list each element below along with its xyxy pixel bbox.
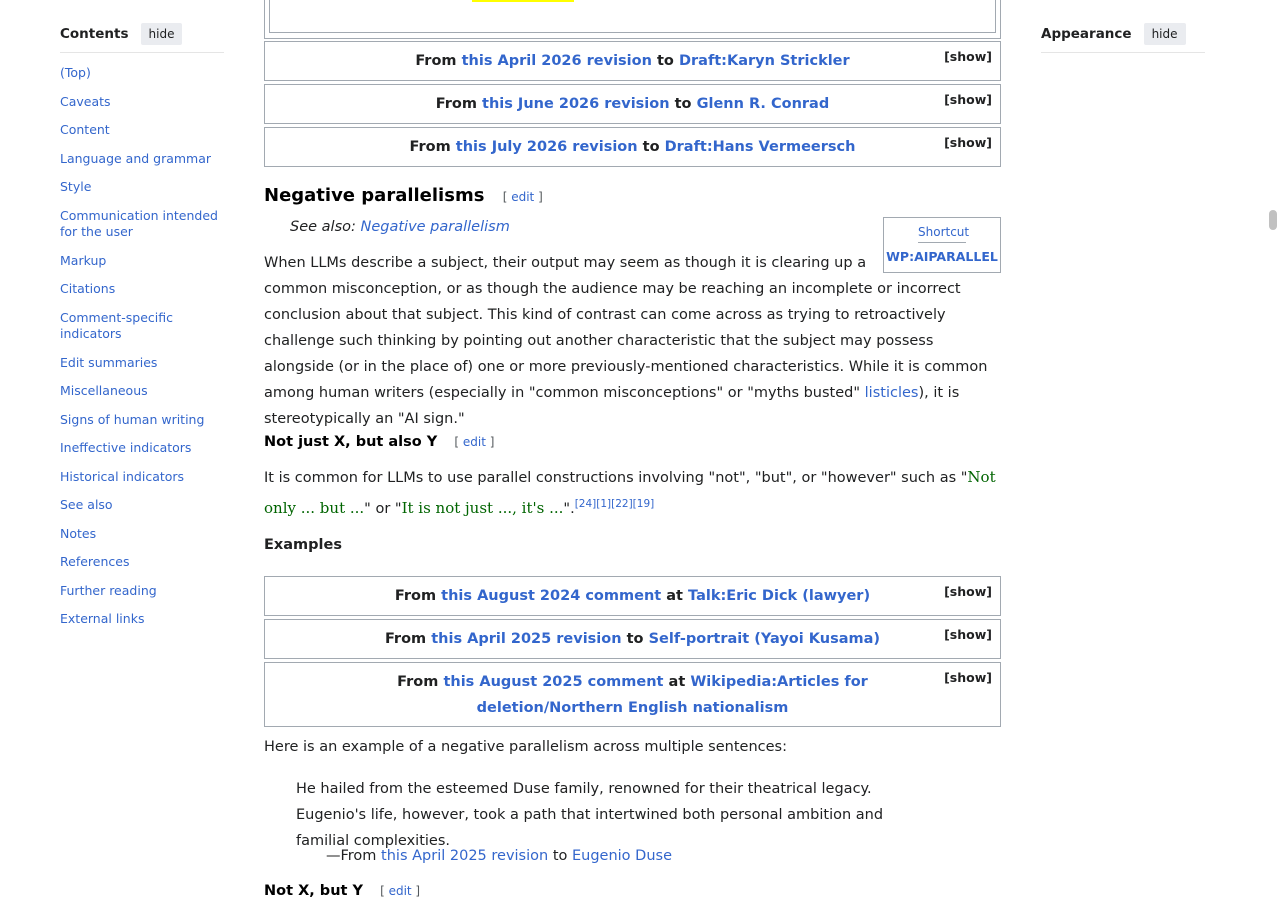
toc-item-external-links[interactable]: External links [60,611,145,626]
example-phrase: Not only ... but ... [264,468,996,517]
collapsible-box [264,619,1001,659]
appearance-title: Appearance [1041,26,1132,42]
box-mid: to [674,96,692,112]
show-toggle[interactable]: [show] [944,584,992,599]
see-also-label: See also: [290,219,356,235]
toc-item-top[interactable]: (Top) [60,65,91,80]
edit-bracket-close: ] [538,190,543,204]
appearance-hide-button[interactable]: hide [1144,23,1186,45]
table-of-contents [60,22,224,626]
revision-link[interactable]: this April 2026 revision [461,53,652,69]
toc-item-style[interactable]: Style [60,179,92,194]
show-toggle[interactable]: [show] [944,670,992,685]
collapsible-box [264,662,1001,727]
article-link[interactable]: Draft:Karyn Strickler [678,53,850,69]
edit-link[interactable]: edit [511,190,535,204]
shortcut-float-space [873,250,999,276]
paragraph-text-a: When LLMs describe a subject, their output may seem as though it is clearing up a common misconception, or as though the audience may be reaching an incomplete or incorrect conclusion about that subject. This kind of contrast can come across as trying to retroactively challenge such thinking by pointing out another characteristic that the subject may possess alongside (or in the place of) one or more previously-mentioned characteristics. While it is common among human writers (especially in "common misconceptions" or "myths busted" [264,255,988,401]
paragraph-text: ". [563,500,575,517]
talk-page-link[interactable]: Talk:Eric Dick (lawyer) [688,588,871,604]
edit-subsection: [ edit ] [454,435,495,449]
box-from: From [409,139,451,155]
toc-item-caveats[interactable]: Caveats [60,94,111,109]
box-caption [305,134,960,160]
box-caption [355,669,910,721]
shortcut-link[interactable]: WP:AIPARALLEL [886,249,998,264]
scrollbar[interactable] [1265,0,1280,900]
toc-item-ineffective[interactable]: Ineffective indicators [60,440,192,455]
toc-header [60,22,224,53]
toc-item-edit-summaries[interactable]: Edit summaries [60,355,158,370]
edit-subsection: [ edit ] [380,884,421,898]
subsection-title: Not X, but Y [264,883,363,899]
show-toggle[interactable]: [show] [944,49,992,64]
subsection-title: Not just X, but also Y [264,434,438,450]
section-title: Negative parallelisms [264,185,485,206]
collapsible-box [264,127,1001,167]
collapsible-box [264,41,1001,81]
attribution-prefix: —From [326,848,377,864]
appearance-panel [1041,22,1205,53]
shortcut-label[interactable]: Shortcut [918,225,966,243]
toc-item-markup[interactable]: Markup [60,253,107,268]
edit-section [503,190,543,204]
collapsible-box [264,84,1001,124]
show-toggle[interactable]: [show] [944,627,992,642]
blockquote: He hailed from the esteemed Duse family, renowned for their theatrical legacy. Eugenio's life, however, took a path that intertwined both personal ambition and familial complexities. [296,781,884,849]
reference-links[interactable]: [24][1][22][19] [574,498,655,510]
toc-item-see-also[interactable]: See also [60,497,113,512]
box-mid: at [666,588,683,604]
toc-item-comment-specific[interactable]: Comment-specific indicators [60,310,173,341]
see-also-hatnote [290,219,510,235]
edit-bracket-open: [ [502,190,508,204]
toc-item-references[interactable]: References [60,554,130,569]
paragraph-text: It is common for LLMs to use parallel constructions involving "not", "but", or "however" such as " [264,470,968,486]
subsection-heading [264,883,420,899]
edit-link[interactable]: edit [462,435,486,449]
toc-item-citations[interactable]: Citations [60,281,116,296]
show-toggle[interactable]: [show] [944,135,992,150]
section-heading [264,185,543,206]
edit-link[interactable]: edit [388,884,412,898]
multi-intro: Here is an example of a negative parallelism across multiple sentences: [264,739,787,755]
see-also-link[interactable]: Negative parallelism [360,219,510,235]
toc-item-content[interactable]: Content [60,122,110,137]
article-link[interactable]: Self-portrait (Yayoi Kusama) [648,631,881,647]
examples-heading: Examples [264,537,342,553]
listicles-link[interactable]: listicles [864,385,919,401]
toc-item-miscellaneous[interactable]: Miscellaneous [60,383,148,398]
previous-example-inner [269,0,996,33]
attribution-mid: to [552,848,568,864]
article-link[interactable]: Eugenio Duse [571,848,672,864]
quote-attribution [326,843,672,869]
box-from: From [384,631,427,647]
collapsible-box [264,576,1001,616]
revision-link[interactable]: this June 2026 revision [482,96,670,112]
previous-example-box [264,0,1001,39]
box-mid: to [642,139,660,155]
box-from: From [435,96,477,112]
example-phrase: It is not just ..., it's ... [401,498,564,517]
box-caption [305,626,960,652]
article-link[interactable]: Draft:Hans Vermeersch [664,139,856,155]
comment-link[interactable]: this August 2024 comment [441,588,662,604]
box-from: From [394,588,437,604]
paragraph-text-b: ), it is stereotypically an "AI sign." [264,385,960,427]
box-mid: to [657,53,674,69]
paragraph-text: " or " [364,500,402,517]
afd-link[interactable]: Wikipedia:Articles for deletion/Northern English nationalism [476,674,868,716]
toc-item-historical[interactable]: Historical indicators [60,469,185,484]
show-toggle[interactable]: [show] [944,92,992,107]
toc-item-signs-human[interactable]: Signs of human writing [60,412,205,427]
toc-title: Contents [60,26,129,42]
box-mid: at [668,674,686,690]
revision-link[interactable]: this July 2026 revision [455,139,638,155]
box-caption [305,48,960,74]
box-from: From [397,674,439,690]
box-caption [305,91,960,117]
appearance-header [1041,22,1205,53]
subsection-heading [264,434,494,450]
box-caption [305,583,960,609]
box-mid: to [626,631,644,647]
section-paragraph [264,250,999,432]
toc-item-further-reading[interactable]: Further reading [60,583,157,598]
highlight-mark [472,0,574,2]
subsection-paragraph [264,464,999,522]
toc-item-communication[interactable]: Communication intended for the user [60,208,218,239]
revision-link[interactable]: this April 2025 revision [381,848,549,864]
revision-link[interactable]: this April 2025 revision [431,631,622,647]
comment-link[interactable]: this August 2025 comment [443,674,664,690]
scrollbar-thumb[interactable] [1269,210,1277,230]
toc-item-notes[interactable]: Notes [60,526,97,541]
article-link[interactable]: Glenn R. Conrad [696,96,830,112]
toc-hide-button[interactable]: hide [141,23,183,45]
box-from: From [415,53,457,69]
toc-item-language-grammar[interactable]: Language and grammar [60,151,212,166]
